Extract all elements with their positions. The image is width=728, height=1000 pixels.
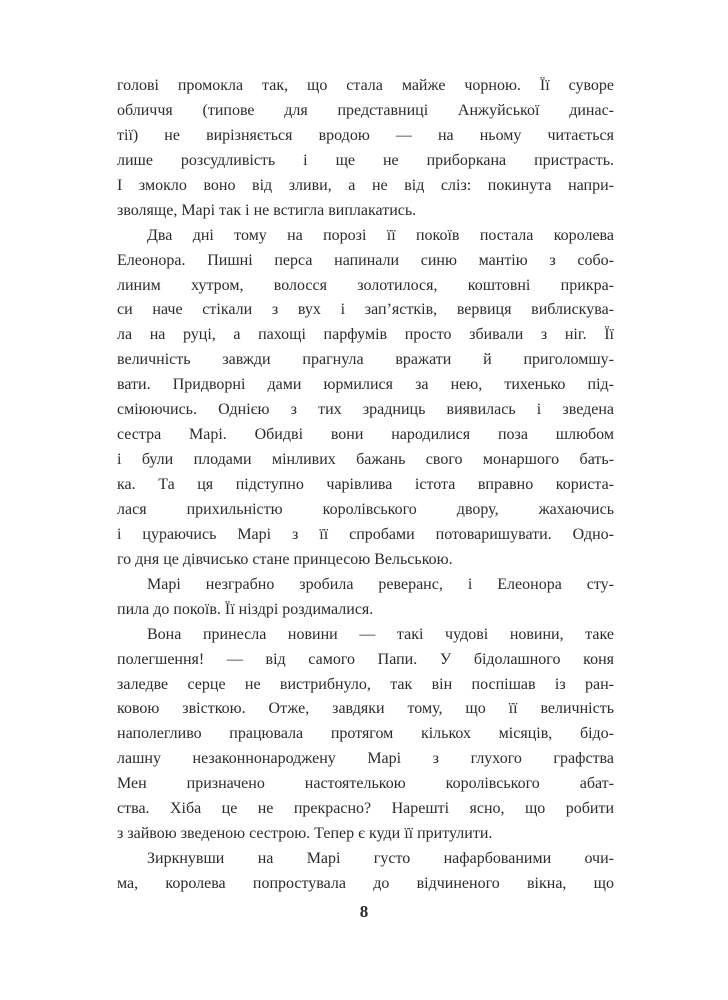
page-body-text bbox=[117, 74, 614, 897]
text-line: обличчя (типове для представниці Анжуйської динас- bbox=[117, 101, 614, 119]
text-line: ства. Хіба це не прекрасно? Нарешті ясно, що робити bbox=[117, 800, 614, 818]
text-line: з зайвою зведеною сестрою. Тепер є куди її притулити. bbox=[117, 825, 493, 843]
text-line: Вона принесла новини — такі чудові новини, таке bbox=[147, 625, 614, 643]
text-line: лася прихильністю королівського двору, жахаючись bbox=[117, 500, 614, 518]
text-line: Зиркнувши на Марі густо нафарбованими очи- bbox=[147, 850, 614, 868]
text-line: величність завжди прагнула вражати й приголомшу- bbox=[117, 351, 614, 369]
text-line: полегшення! — від самого Папи. У бідолашного коня bbox=[117, 650, 614, 668]
text-line: Елеонора. Пишні перса напинали синю мантію з собо- bbox=[117, 251, 614, 269]
text-line: І змокло воно від зливи, а не від сліз: покинута напри- bbox=[117, 176, 614, 194]
text-line: голові промокла так, що стала майже чорною. Її суворе bbox=[117, 77, 614, 94]
text-line: сміюючись. Однією з тих зрадниць виявилась і зведена bbox=[117, 401, 614, 419]
text-line: ла на руці, а пахощі парфумів просто збивали з ніг. Її bbox=[117, 326, 614, 344]
text-line: пила до покоїв. Її ніздрі роздималися. bbox=[117, 600, 374, 618]
text-line: го дня це дівчисько стане принцесою Вельською. bbox=[117, 550, 453, 568]
text-line: сестра Марі. Обидві вони народилися поза шлюбом bbox=[117, 426, 614, 444]
text-line: Мен призначено настоятелькою королівського абат- bbox=[117, 775, 614, 793]
text-line: заледве серце не вистрибнуло, так він поспішав із ран- bbox=[117, 675, 614, 693]
text-line: наполегливо працювала протягом кількох місяців, бідо- bbox=[117, 725, 614, 743]
text-line: тії) не вирізняється вродою — на ньому читається bbox=[117, 126, 614, 144]
text-line: і цураючись Марі з її спробами потоваришувати. Одно- bbox=[117, 525, 614, 543]
text-line: ковою звісткою. Отже, завдяки тому, що її величність bbox=[117, 700, 614, 718]
text-line: Марі незграбно зробила реверанс, і Елеонора сту- bbox=[147, 575, 614, 593]
text-line: лише розсудливість і ще не приборкана пристрасть. bbox=[117, 151, 614, 169]
text-line: і були плодами мінливих бажань свого монаршого бать- bbox=[117, 451, 614, 469]
text-line: линим хутром, волосся золотилося, коштовні прикра- bbox=[117, 276, 614, 294]
text-line: вати. Придворні дами юрмилися за нею, тихенько під- bbox=[117, 376, 614, 394]
text-line: ка. Та ця підступно чарівлива істота вправно користа- bbox=[117, 476, 614, 493]
text-line: ма, королева попростувала до відчиненого вікна, що bbox=[117, 875, 614, 892]
page-number: 8 bbox=[359, 902, 369, 921]
text-line: зволяще, Марі так і не встигла виплакатись. bbox=[117, 201, 417, 219]
text-line: Два дні тому на порозі її покоїв постала королева bbox=[147, 226, 614, 244]
text-line: лашну незаконнонароджену Марі з глухого графства bbox=[117, 750, 614, 768]
text-line: си наче стікали з вух і зап’ястків, вервиця виблискува- bbox=[117, 301, 614, 319]
